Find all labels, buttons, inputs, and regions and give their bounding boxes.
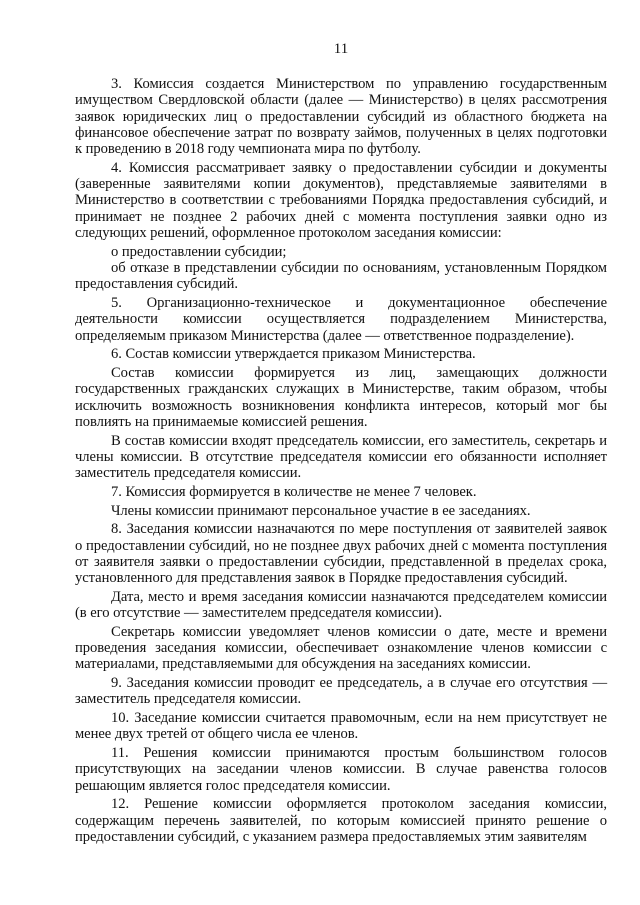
paragraph-4-option-grant: о предоставлении субсидии; <box>111 243 287 260</box>
paragraph-4-option-refusal: об отказе в представлении субсидии по основаниям, установленным Порядком предоставления субсидий. <box>75 260 607 293</box>
paragraph-6: 6. Состав комиссии утверждается приказом Министерства. <box>111 346 476 363</box>
paragraph-7-participation: Члены комиссии принимают персональное участие в ее заседаниях. <box>111 502 531 519</box>
paragraph-4: 4. Комиссия рассматривает заявку о предоставлении субсидии и документы (заверенные заявителями копии документов), представляемые заявителями в Министерство в соответствии с требованиями Порядка предоставления субсидий, и принимает не позднее 2 рабочих дней с момента поступления заявки одно из следующих решений, оформленное протоколом заседания комиссии: <box>75 159 607 242</box>
paragraph-8: 8. Заседания комиссии назначаются по мере поступления от заявителей заявок о предоставлении субсидий, но не позднее двух рабочих дней с момента поступления от заявителя заявки о предоставлении субсидии, представленной в пределах срока, установленного для представления заявок в Порядке предоставления субсидий. <box>75 521 607 587</box>
paragraph-9: 9. Заседания комиссии проводит ее председатель, а в случае его отсутствия — заместитель председателя комиссии. <box>75 675 607 708</box>
paragraph-11: 11. Решения комиссии принимаются простым большинством голосов присутствующих на заседании членов комиссии. В случае равенства голосов решающим является голос председателя комиссии. <box>75 745 607 794</box>
document-body <box>75 76 607 845</box>
paragraph-8-date-place: Дата, место и время заседания комиссии назначаются председателем комиссии (в его отсутствие — заместителем председателя комиссии). <box>75 588 607 622</box>
paragraph-3: 3. Комиссия создается Министерством по управлению государственным имуществом Свердловской области (далее — Министерство) в целях рассмотрения заявок юридических лиц о предоставлении субсидий из областного бюджета на финансовое обеспечение затрат по возврату займов, полученных в целях подготовки к проведению в 2018 году чемпионата мира по футболу. <box>75 76 607 158</box>
paragraph-6-members: В состав комиссии входят председатель комиссии, его заместитель, секретарь и члены комиссии. В отсутствие председателя комиссии его обязанности исполняет заместитель председателя комиссии. <box>75 432 607 482</box>
page-number: 11 <box>333 41 349 57</box>
paragraph-6-composition: Состав комиссии формируется из лиц, замещающих должности государственных гражданских служащих в Министерстве, таким образом, чтобы исключить возможность возникновения конфликта интересов, который мог бы повлиять на принимаемые комиссией решения. <box>75 365 607 430</box>
paragraph-7: 7. Комиссия формируется в количестве не менее 7 человек. <box>111 483 477 500</box>
paragraph-12: 12. Решение комиссии оформляется протоколом заседания комиссии, содержащим перечень заявителей, по которым комиссией принято решение о предоставлении субсидий, с указанием размера предоставляемых этим заявителям <box>75 796 607 845</box>
paragraph-8-secretary: Секретарь комиссии уведомляет членов комиссии о дате, месте и времени проведения заседания комиссии, обеспечивает ознакомление членов комиссии с материалами, представляемыми для обсуждения на заседаниях комиссии. <box>75 623 607 673</box>
paragraph-5: 5. Организационно-техническое и документационное обеспечение деятельности комиссии осуществляется подразделением Министерства, определяемым приказом Министерства (далее — ответственное подразделение). <box>75 295 607 344</box>
paragraph-10: 10. Заседание комиссии считается правомочным, если на нем присутствует не менее двух третей от общего числа ее членов. <box>75 710 607 743</box>
